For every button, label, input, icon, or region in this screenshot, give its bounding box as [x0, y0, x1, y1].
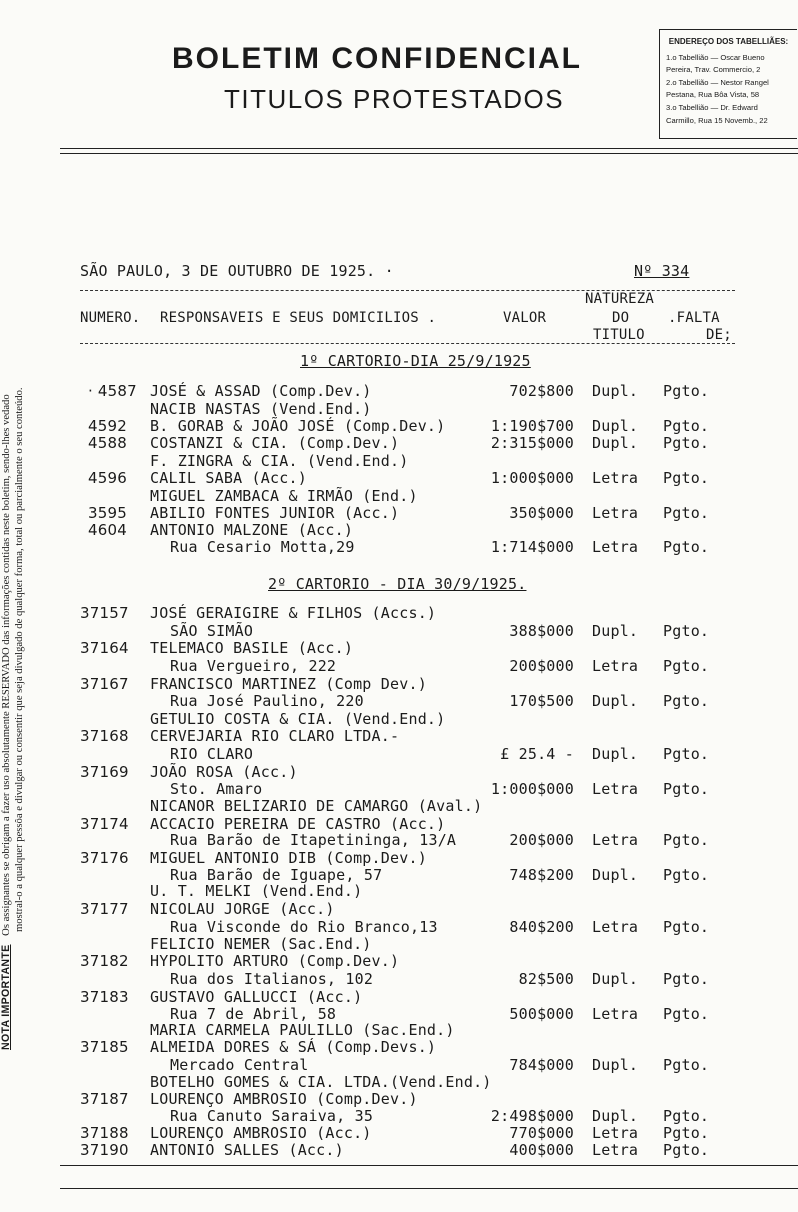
entry-title-type: Letra [592, 1141, 639, 1159]
entry-party: NICOLAU JORGE (Acc.) [150, 900, 335, 918]
entry-number: 37168 [80, 727, 129, 745]
entry-party: ALMEIDA DORES & SÁ (Comp.Devs.) [150, 1038, 437, 1056]
entry-reason: Pgto. [663, 1056, 710, 1074]
entry-party: Rua Visconde do Rio Branco,13 [170, 918, 438, 936]
entry-value: 784$000 [509, 1056, 574, 1074]
side-note-label: NOTA IMPORTANTE [0, 944, 12, 1050]
entry-party: Rua Cesario Motta,29 [170, 538, 355, 556]
notary-address-line: 1.o Tabellião — Oscar Bueno [666, 52, 765, 62]
entry-party: MARIA CARMELA PAULILLO (Sac.End.) [150, 1021, 455, 1039]
entry-reason: Pgto. [663, 780, 710, 798]
entry-title-type: Dupl. [592, 434, 639, 452]
column-header-natureza: NATUREZA [585, 291, 655, 307]
entry-reason: Pgto. [663, 918, 710, 936]
footer-rule-lower [60, 1188, 798, 1189]
entry-reason: Pgto. [663, 1107, 710, 1125]
side-note-text: Os assignantes se obrigam a fazer uso absolutamente RESERVADO das informações contidas neste boletim, sendo-lhes vedado [1, 394, 12, 936]
header-rule [60, 148, 798, 149]
notary-address-title: ENDEREÇO DOS TABELLIÃES: [668, 37, 789, 46]
entry-party: CERVEJARIA RIO CLARO LTDA.- [150, 727, 400, 745]
cartorio-heading: 1º CARTORIO-DIA 25/9/1925 [300, 352, 531, 370]
entry-number: 37174 [80, 815, 129, 833]
notary-address-line: Carmillo, Rua 15 Novemb., 22 [666, 115, 768, 125]
column-rule-bottom [80, 343, 735, 344]
side-note-text: mostral-o a qualquer pessôa e divulgar ou consentir que seja divulgado de qualquer forma, total ou parcialmente o seu conteúdo. [14, 387, 25, 932]
entry-value: 400$000 [509, 1141, 574, 1159]
entry-reason: Pgto. [663, 831, 710, 849]
entry-value: 1:714$000 [490, 538, 574, 556]
column-header-responsaveis: RESPONSAVEIS E SEUS DOMICILIOS . [160, 310, 437, 326]
entry-title-type: Letra [592, 538, 639, 556]
entry-number: 37176 [80, 849, 129, 867]
side-note [0, 210, 38, 1050]
entry-reason: Pgto. [663, 538, 710, 556]
entry-number: 37167 [80, 675, 129, 693]
entry-title-type: Dupl. [592, 417, 639, 435]
entry-title-type: Letra [592, 780, 639, 798]
bulletin-subtitle: TITULOS PROTESTADOS [224, 84, 565, 114]
entry-party: ABILIO FONTES JUNIOR (Acc.) [150, 504, 400, 522]
entry-title-type: Dupl. [592, 1056, 639, 1074]
entry-title-type: Dupl. [592, 1107, 639, 1125]
entry-title-type: Dupl. [592, 692, 639, 710]
entry-party: ANTONIO MALZONE (Acc.) [150, 521, 354, 539]
entry-party: Rua Canuto Saraiva, 35 [170, 1107, 374, 1125]
entry-number: 4596 [88, 469, 127, 487]
entry-number: 4604 [88, 521, 127, 539]
entry-title-type: Letra [592, 918, 639, 936]
entry-reason: Pgto. [663, 434, 710, 452]
entry-party: FELICIO NEMER (Sac.End.) [150, 935, 372, 953]
entry-value: 350$000 [509, 504, 574, 522]
entry-title-type: Letra [592, 504, 639, 522]
entry-number: 4588 [88, 434, 127, 452]
entry-reason: Pgto. [663, 745, 710, 763]
column-header-falta-de: DE; [706, 327, 732, 343]
entry-party: Rua Barão de Itapetininga, 13/A [170, 831, 457, 849]
entry-value: 840$200 [509, 918, 574, 936]
entry-title-type: Dupl. [592, 382, 639, 400]
entry-reason: Pgto. [663, 657, 710, 675]
entry-value: 770$000 [509, 1124, 574, 1142]
entry-value: 1:000$000 [490, 469, 574, 487]
bulletin-title: BOLETIM CONFIDENCIAL [172, 42, 582, 75]
entry-value: 1:000$000 [490, 780, 574, 798]
entry-reason: Pgto. [663, 1005, 710, 1023]
entry-number: 37182 [80, 952, 129, 970]
entry-number: 4592 [88, 417, 127, 435]
entry-party: NACIB NASTAS (Vend.End.) [150, 400, 372, 418]
entry-reason: Pgto. [663, 970, 710, 988]
bulletin-number: Nº 334 [634, 262, 690, 280]
entry-value: 200$000 [509, 831, 574, 849]
entry-party: GUSTAVO GALLUCCI (Acc.) [150, 988, 363, 1006]
entry-party: Mercado Central [170, 1056, 309, 1074]
entry-reason: Pgto. [663, 1141, 710, 1159]
entry-number: 37185 [80, 1038, 129, 1056]
entry-number: 3595 [88, 504, 127, 522]
entry-value: 500$000 [509, 1005, 574, 1023]
entry-party: B. GORAB & JOÃO JOSÉ (Comp.Dev.) [150, 417, 446, 435]
entry-reason: Pgto. [663, 692, 710, 710]
entry-title-type: Letra [592, 657, 639, 675]
entry-reason: Pgto. [663, 417, 710, 435]
column-header-natureza-titulo: TITULO [593, 327, 645, 343]
entry-title-type: Letra [592, 469, 639, 487]
entry-party: Rua dos Italianos, 102 [170, 970, 374, 988]
entry-reason: Pgto. [663, 1124, 710, 1142]
entry-reason: Pgto. [663, 622, 710, 640]
entry-reason: Pgto. [663, 504, 710, 522]
entry-party: COSTANZI & CIA. (Comp.Dev.) [150, 434, 400, 452]
entry-title-type: Dupl. [592, 622, 639, 640]
entry-reason: Pgto. [663, 382, 710, 400]
entry-party: MIGUEL ANTONIO DIB (Comp.Dev.) [150, 849, 427, 867]
entry-number: 37157 [80, 604, 129, 622]
entry-party: Rua 7 de Abril, 58 [170, 1005, 337, 1023]
entry-value: £ 25.4 - [500, 745, 574, 763]
entry-party: ACCACIO PEREIRA DE CASTRO (Acc.) [150, 815, 446, 833]
entry-value: 2:498$000 [490, 1107, 574, 1125]
entry-value: 702$800 [509, 382, 574, 400]
entry-title-type: Dupl. [592, 866, 639, 884]
entry-party: NICANOR BELIZARIO DE CAMARGO (Aval.) [150, 797, 483, 815]
entry-reason: Pgto. [663, 866, 710, 884]
column-header-numero: NUMERO. [80, 310, 141, 326]
entry-number: · 4587 [88, 382, 137, 400]
notary-address-line: Pereira, Trav. Commercio, 2 [666, 65, 761, 75]
footer-rule [60, 1165, 798, 1166]
column-header-valor: VALOR [503, 310, 547, 326]
entry-value: 200$000 [509, 657, 574, 675]
entry-title-type: Letra [592, 1005, 639, 1023]
entry-party: JOÃO ROSA (Acc.) [150, 763, 298, 781]
notary-address-line: 3.o Tabellião — Dr. Edward [666, 102, 758, 112]
entry-value: 1:190$700 [490, 417, 574, 435]
entry-party: LOURENÇO AMBROSIO (Acc.) [150, 1124, 372, 1142]
entry-value: 170$500 [509, 692, 574, 710]
entry-value: 388$000 [509, 622, 574, 640]
entry-number: 37169 [80, 763, 129, 781]
dateline: SÃO PAULO, 3 DE OUTUBRO DE 1925. · [80, 262, 394, 280]
entry-title-type: Dupl. [592, 745, 639, 763]
entry-title-type: Dupl. [592, 970, 639, 988]
entry-number: 37188 [80, 1124, 129, 1142]
entry-party: Rua José Paulino, 220 [170, 692, 364, 710]
column-header-natureza-do: DO [612, 310, 630, 326]
entry-number: 37177 [80, 900, 129, 918]
entry-value: 748$200 [509, 866, 574, 884]
notary-address-line: 2.o Tabellião — Nestor Rangel [666, 77, 769, 87]
entry-party: TELEMACO BASILE (Acc.) [150, 639, 354, 657]
entry-party: LOURENÇO AMBROSIO (Comp.Dev.) [150, 1090, 418, 1108]
entry-party: JOSÉ GERAIGIRE & FILHOS (Accs.) [150, 604, 437, 622]
entry-value: 2:315$000 [490, 434, 574, 452]
column-header-falta: .FALTA [668, 310, 720, 326]
entry-number: 37190 [80, 1141, 129, 1159]
entry-party: F. ZINGRA & CIA. (Vend.End.) [150, 452, 409, 470]
entry-reason: Pgto. [663, 469, 710, 487]
entry-party: BOTELHO GOMES & CIA. LTDA.(Vend.End.) [150, 1073, 492, 1091]
entry-party: GETULIO COSTA & CIA. (Vend.End.) [150, 710, 446, 728]
notary-address-box [659, 29, 797, 139]
entry-party: MIGUEL ZAMBACA & IRMÃO (End.) [150, 487, 418, 505]
entry-party: Rua Barão de Iguape, 57 [170, 866, 383, 884]
entry-party: RIO CLARO [170, 745, 254, 763]
entry-number: 37187 [80, 1090, 129, 1108]
entry-value: 82$500 [518, 970, 574, 988]
entry-party: JOSÉ & ASSAD (Comp.Dev.) [150, 382, 372, 400]
entry-party: HYPOLITO ARTURO (Comp.Dev.) [150, 952, 400, 970]
entry-party: CALIL SABA (Acc.) [150, 469, 307, 487]
entry-title-type: Letra [592, 831, 639, 849]
entry-party: SÃO SIMÃO [170, 622, 254, 640]
entry-party: FRANCISCO MARTINEZ (Comp Dev.) [150, 675, 427, 693]
entry-title-type: Letra [592, 1124, 639, 1142]
entry-party: ANTONIO SALLES (Acc.) [150, 1141, 344, 1159]
entry-party: U. T. MELKI (Vend.End.) [150, 882, 363, 900]
cartorio-heading: 2º CARTORIO - DIA 30/9/1925. [268, 575, 527, 593]
entry-party: Rua Vergueiro, 222 [170, 657, 337, 675]
header-rule-thin [60, 153, 798, 154]
entry-party: Sto. Amaro [170, 780, 263, 798]
entry-number: 37164 [80, 639, 129, 657]
notary-address-line: Pestana, Rua Bôa Vista, 58 [666, 90, 760, 100]
entry-number: 37183 [80, 988, 129, 1006]
